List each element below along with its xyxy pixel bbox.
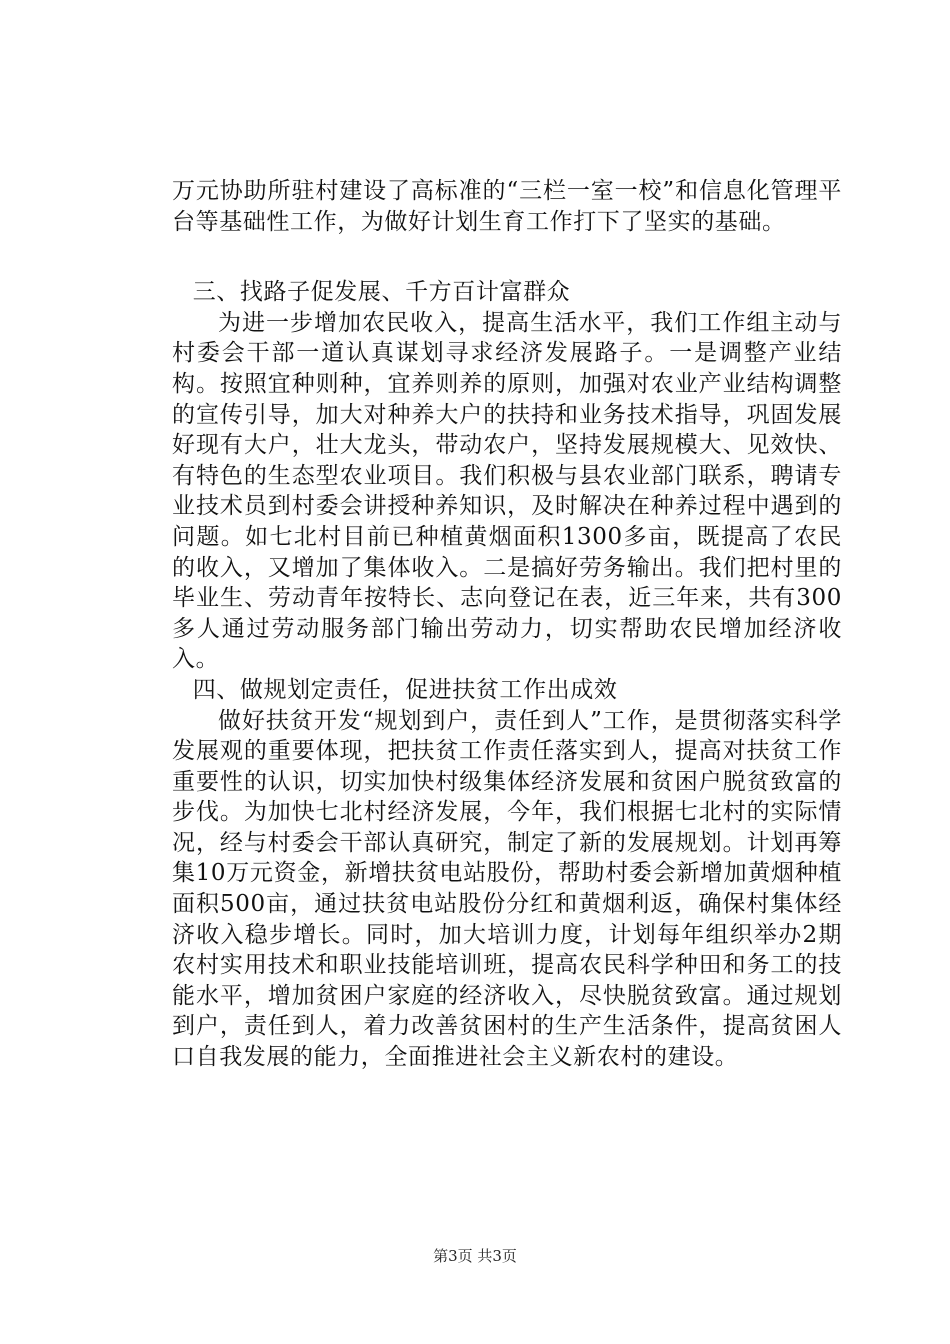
paragraph-gap [172,237,842,277]
paragraph-continuation: 万元协助所驻村建设了高标准的“三栏一室一校”和信息化管理平台等基础性工作，为做好计划生育工作打下了坚实的基础。 [172,178,842,235]
section-body-3: 为进一步增加农民收入，提高生活水平，我们工作组主动与村委会干部一道认真谋划寻求经济发展路子。一是调整产业结构。按照宜种则种，宜养则养的原则，加强对农业产业结构调整的宣传引导，加大对种养大户的扶持和业务技术指导，巩固发展好现有大户，壮大龙头，带动农户，坚持发展规模大、见效快、有特色的生态型农业项目。我们积极与县农业部门联系，聘请专业技术员到村委会讲授种养知识，及时解决在种养过程中遇到的问题。如七北村目前已种植黄烟面积1300多亩，既提高了农民的收入，又增加了集体收入。二是搞好劳务输出。我们把村里的毕业生、劳动青年按特长、志向登记在表，近三年来，共有300多人通过劳动服务部门输出劳动力，切实帮助农民增加经济收入。 [172,309,842,673]
section-body-4: 做好扶贫开发“规划到户，责任到人”工作，是贯彻落实科学发展观的重要体现，把扶贫工作责任落实到人，提高对扶贫工作重要性的认识，切实加快村级集体经济发展和贫困户脱贫致富的步伐。为加快七北村经济发展，今年，我们根据七北村的实际情况，经与村委会干部认真研究，制定了新的发展规划。计划再筹集10万元资金，新增扶贫电站股份，帮助村委会新增加黄烟种植面积500亩，通过扶贫电站股份分红和黄烟利返，确保村集体经济收入稳步增长。同时，加大培训力度，计划每年组织举办2期农村实用技术和职业技能培训班，提高农民科学种田和务工的技能水平，增加贫困户家庭的经济收入，尽快脱贫致富。通过规划到户，责任到人，着力改善贫困村的生产生活条件，提高贫困人口自我发展的能力，全面推进社会主义新农村的建设。 [172,707,842,1071]
document-body [172,176,842,1073]
page-footer: 第3页 共3页 [433,1247,517,1265]
section-heading-3: 三、找路子促发展、千方百计富群众 [192,279,571,306]
section-heading-4: 四、做规划定责任，促进扶贫工作出成效 [192,676,618,703]
